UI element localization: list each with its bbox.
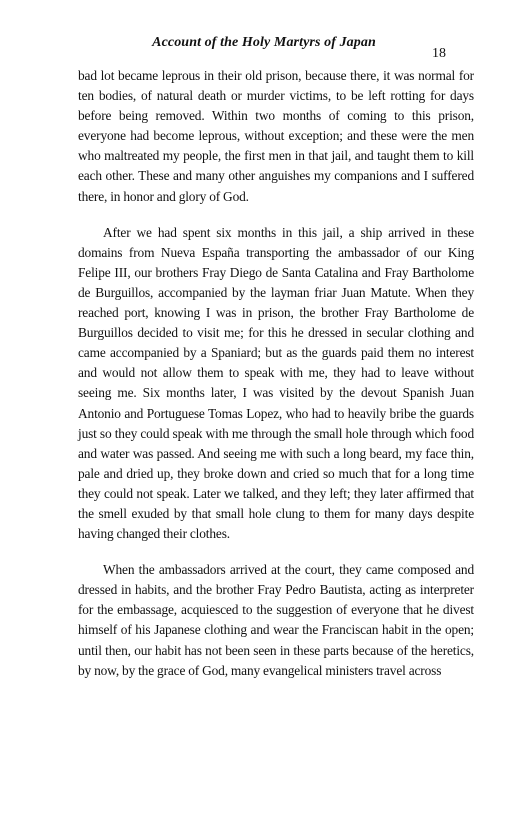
body-text: [78, 66, 474, 681]
page-number: 18: [432, 46, 446, 61]
running-header: Account of the Holy Martyrs of Japan: [152, 35, 376, 50]
paragraph-continuation: bad lot became leprous in their old prison, because there, it was normal for ten bodies, of natural death or murder victims, to be left rotting for days before being removed. Within two months of coming to this prison, everyone had become leprous, without exception; and these were the men who maltreated my people, the first men in that jail, and taught them to kill each other. These and many other anguishes my companions and I suffered there, in honor and glory of God.: [78, 68, 474, 204]
paragraph-ship-arrival: After we had spent six months in this jail, a ship arrived in these domains from Nueva España transporting the ambassador of our King Felipe III, our brothers Fray Diego de Santa Catalina and Fray Bartholome de Burguillos, accompanied by the layman friar Juan Matute. When they reached port, knowing I was in prison, the brother Fray Bartholome de Burguillos decided to visit me; for this he dressed in secular clothing and came accompanied by a Spaniard; but as the guards paid them no interest and would not allow them to speak with me, they had to leave without seeing me. Six months later, I was visited by the devout Spanish Juan Antonio and Portuguese Tomas Lopez, who had to heavily bribe the guards just so they could speak with me through the small hole through which food and water was passed. And seeing me with such a long beard, my face thin, pale and dried up, they broke down and cried so much that for a long time they could not speak. Later we talked, and they left; they later affirmed that the smell exuded by that small hole clung to them for many days despite having changed their clothes.: [78, 224, 474, 542]
paragraph-ambassadors-court: When the ambassadors arrived at the court, they came composed and dressed in habits, and the brother Fray Pedro Bautista, acting as interpreter for the embassage, acquiesced to the suggestion of everyone that he divest himself of his Japanese clothing and wear the Franciscan habit in the open; until then, our habit has not been seen in these parts because of the heretics, by now, by the grace of God, many evangelical ministers travel across: [78, 562, 474, 678]
